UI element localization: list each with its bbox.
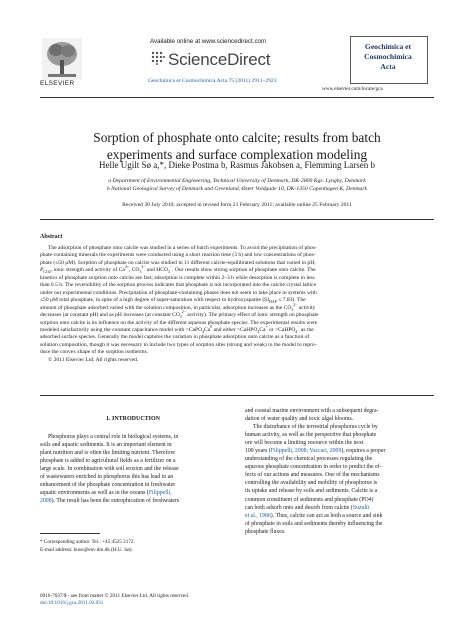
intro-right-column: and coastal marine environment with a subsequent degra- dation of water quality and toxic algal blooms. The disturbance of the terrestrial phosphorus cycle by human activity, as well as the perspective that phosphate ore will become a limiting resource within the next 100 years (Filippelli, 2008; Vaccari, 2009), requires a proper understanding of the chemical processes regulating the aqueous phosphate concentration in order to predict the ef- fects of our actions and measures. One of the mechanisms controlling the availability and mobility of phosphorus is its uptake and release by soils and sediments. Calcite is a common constituent of sediments and phosphate (PO4) can both adsorb onto and desorb from calcite (Suzuki et al., 1986). Thus, calcite can act as both a source and sink of phosphate in soils and sediments thereby influencing the phosphate fluxes. <box>245 408 386 535</box>
article-title: Sorption of phosphate onto calcite; results from batch experiments and surface complexation modeling <box>93 130 381 162</box>
sciencedirect-wordmark: ScienceDirect <box>168 50 271 69</box>
abstract-rule <box>40 395 434 396</box>
citation-link[interactable]: Filippelli, 2008; Vaccari, 2009 <box>270 448 342 455</box>
issn-doi-block <box>40 593 189 607</box>
received-dates: Received 30 July 2010; accepted in revised form 21 February 2011; available online 25 February 2011 <box>122 202 352 208</box>
citation-link[interactable]: Suzuki <box>352 504 369 511</box>
sciencedirect-dots-icon <box>150 50 166 66</box>
affiliation-a: a Department of Environmental Engineering, Technical University of Denmark, DK-2800 Kgs. Lyngby, Denmark <box>108 178 366 184</box>
email-note[interactable]: E-mail address: huso@env.dtu.dk (H.U. Sø). <box>40 547 133 553</box>
journal-citation-link[interactable]: Geochimica et Cosmochimica Acta 75 (2011) 2911–2923 <box>148 78 277 84</box>
elsevier-tree-logo <box>42 38 82 80</box>
footnote-rule <box>40 533 100 534</box>
abstract-heading: Abstract <box>40 234 63 240</box>
intro-left-column: Phosphorus plays a central role in biological systems, in soils and aquatic sediments. It is an important element in plant nutrition and is often the limiting nutrient. Therefore phosphate is added to agricultural fields as a fertilizer on a large scale. In combination with soil erosion and the release of wastewaters enriched in phosphorus this has lead to an enhancement of the phosphate concentration in freshwater aquatic environments as well as in the oceans (Filippelli, 2008). The result has been the eutrophication of freshwaters <box>40 434 180 505</box>
author-list: Helle Ugilt Sø a,*, Dieke Postma b, Rasmus Jakobsen a, Flemming Larsen b <box>99 160 375 170</box>
citation-link[interactable]: Filippelli, <box>148 490 172 497</box>
journal-url[interactable]: www.elsevier.com/locate/gca <box>322 86 383 92</box>
corresponding-author-note: * Corresponding author. Tel.: +45 4525 2172. <box>40 539 135 545</box>
issn-line: 0016-7037/$ - see front matter © 2011 Elsevier Ltd. All rights reserved. <box>40 593 190 599</box>
doi-link[interactable]: doi:10.1016/j.gca.2011.02.031 <box>40 600 104 606</box>
citation-link[interactable]: et al., 1986 <box>245 512 271 519</box>
journal-title: Geochimica et Cosmochimica Acta <box>364 42 412 71</box>
citation-link[interactable]: 2008 <box>40 498 52 505</box>
abstract-text: The adsorption of phosphate onto calcite was studied in a series of batch experiments. To avoid the precipitation of phos- phate-containing minerals the experiments were conducted using a short reaction time (3 h) and low concentrations of phos- phate (≤50 μM). Sorption of phosphate on calcite was studied in 11 different calcite-equilibrated solutions that varied in pH, $P_{CO2}$, ionic strength and activity of $Ca^{2+}$, $CO_3^{2-}$ and $HCO_3^-$. Our results show strong sorption of phosphate onto calcite. The kinetics of phosphate sorption onto calcite are fast; adsorption is complete within 2–3 h while desorption is complete in less than 0.5 h. The reversibility of the sorption process indicates that phosphate is not incorporated into the calcite crystal lattice under our experimental conditions. Precipitation of phosphate-containing phases does not seem to take place in systems with ≤50 μM total phosphate, in spite of a high degree of super-saturation with respect to hydroxyapatite $(SI_{HAP} \le 7.83)$. The amount of phosphate adsorbed varied with the solution composition, in particular, adsorption increases as the $CO_3^{2-}$ activity decreases (at constant pH) and as pH increases (at constant $CO_3^{2-}$ activity). The primary effect of ionic strength on phosphate sorption onto calcite is its influence on the activity of the different aqueous phosphate species. The experimental results were modeled satisfactorily using the constant capacitance model with $>CaPO_4Ca^0$ and either >CaHPO$_4$Ca+ or >CaHPO$_4$− as the adsorbed surface species. Generally the model captures the variation in phosphate adsorption onto calcite as a function of solution composition, though it was necessary to include two types of sorption sites (strong and weak) in the model to repro- duce the convex shape of the sorption isotherms. © 2011 Elsevier Ltd. All rights reserved. <box>40 245 319 363</box>
section-heading-introduction: 1. INTRODUCTION <box>105 416 160 422</box>
available-online-text[interactable]: Available online at www.sciencedirect.com <box>150 38 267 45</box>
affiliation-b: b National Geological Survey of Denmark and Greenland, Øster Voldgade 10, DK-1350 Copenhagen K, Denmark <box>106 186 368 192</box>
title-rule <box>40 219 434 220</box>
publisher-name: ELSEVIER <box>40 80 75 87</box>
header-rule <box>40 97 434 98</box>
